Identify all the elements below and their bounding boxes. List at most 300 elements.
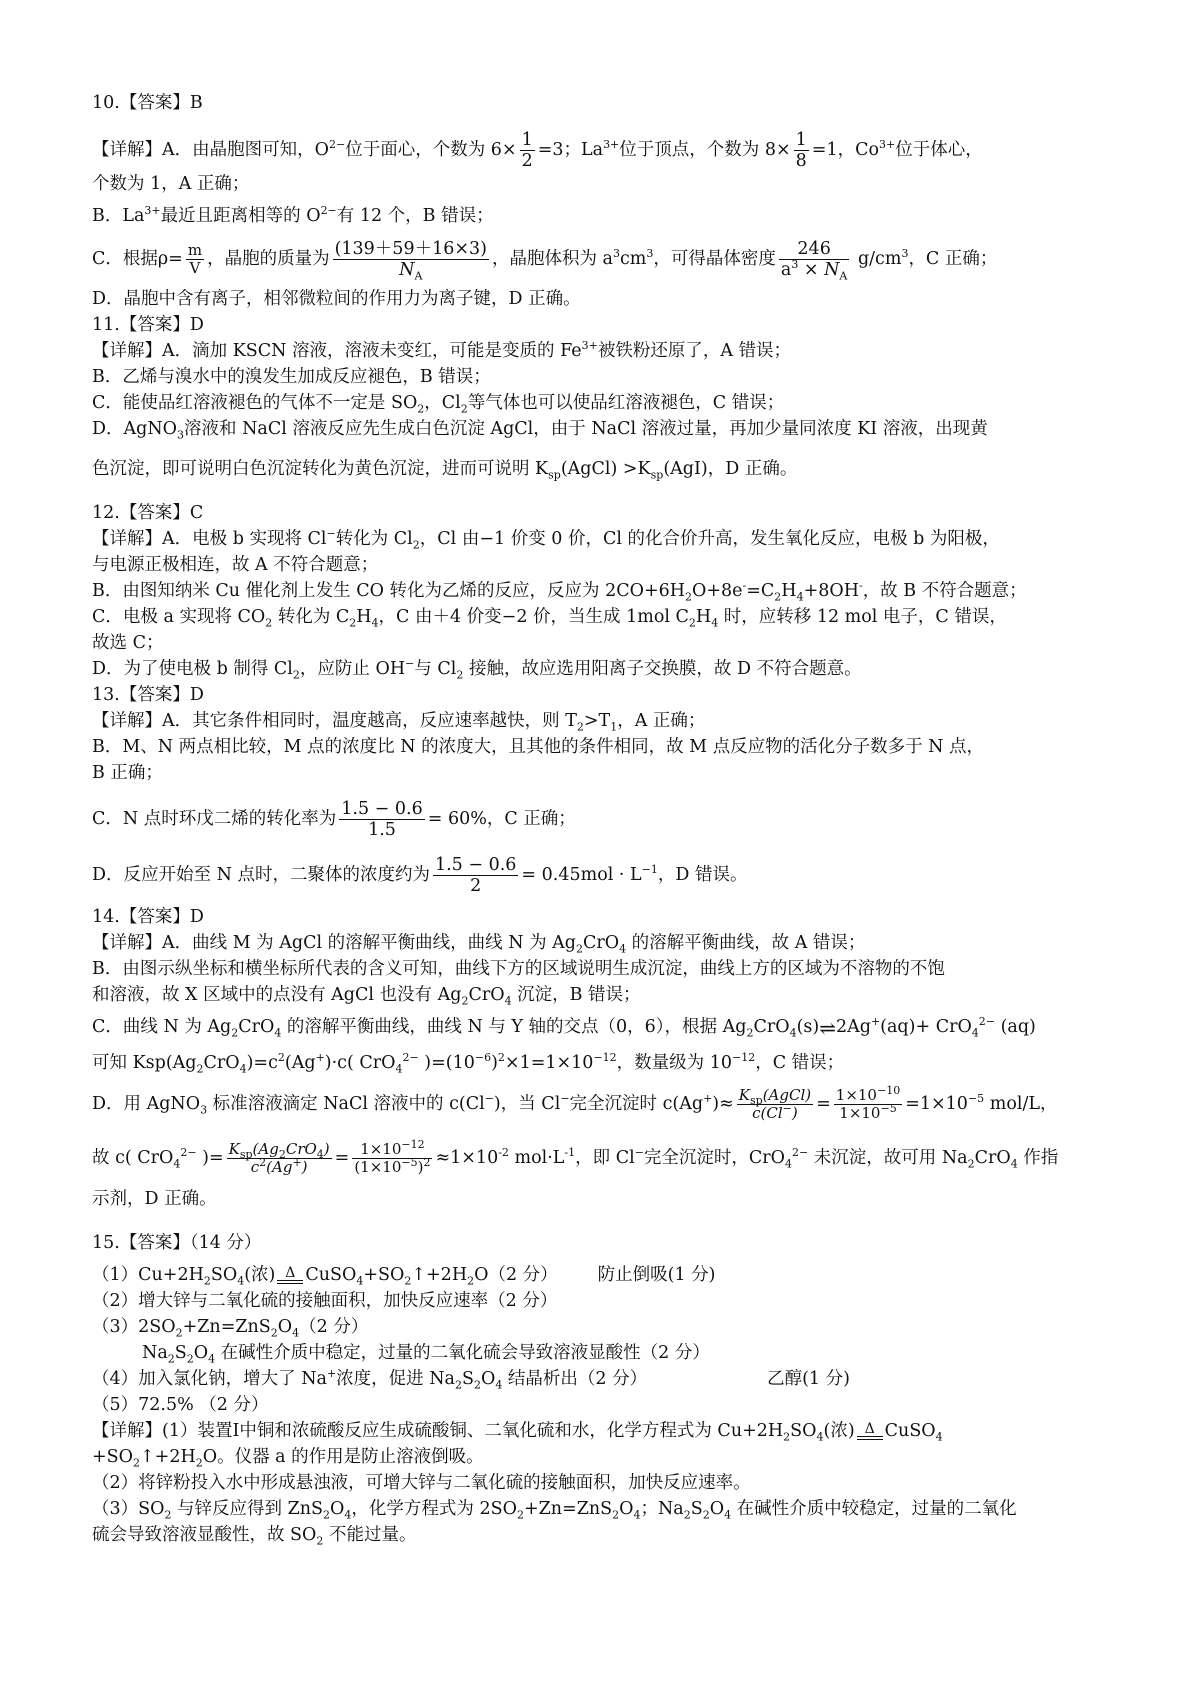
q15-explain-1 [92, 1418, 1127, 1444]
text: (AgI)，D 正确。 [663, 459, 798, 479]
text: 溶液和 NaCl 溶液反应先生成白色沉淀 AgCl，由于 NaCl 溶液过量，再加少量同浓度 KI 溶液，出现黄 [184, 419, 988, 439]
sub: 3 [177, 428, 185, 442]
sup: 2− [180, 1146, 197, 1160]
text: 转化为 C [272, 607, 350, 627]
text: O [330, 1499, 345, 1519]
text: O。仪器 a 的作用是防止溶液倒吸。 [202, 1447, 484, 1467]
sub: 2 [576, 720, 584, 734]
denominator: 8 [795, 151, 807, 171]
sup: − [405, 657, 415, 671]
denominator: 1.5 [368, 820, 396, 840]
q12-option-b [92, 578, 1127, 604]
text: O [709, 1499, 725, 1519]
text: = [816, 1094, 831, 1114]
q10-option-d: D．晶胞中含有离子，相邻微粒间的作用力为离子键，D 正确。 [92, 289, 581, 309]
sup: 2− [978, 1015, 996, 1029]
sup: + [870, 1015, 881, 1029]
text: mol·L [508, 1148, 565, 1168]
text: D．反应开始至 N 点时，二聚体的浓度约为 [92, 865, 430, 885]
sup: − [782, 1102, 792, 1115]
sup: -1 [564, 1146, 576, 1160]
sub: 2 [265, 616, 273, 630]
sub: 2 [774, 590, 782, 604]
text: H [356, 607, 372, 627]
sub: 4 [495, 1378, 503, 1392]
text: O（2 分） [474, 1265, 558, 1285]
q14-option-a [92, 930, 1127, 956]
text: CrO [203, 1053, 240, 1073]
text: ，即 Cl [575, 1148, 635, 1168]
sup: 2 [423, 1156, 431, 1169]
sup: −12 [401, 1138, 425, 1151]
text: ，C 错误； [755, 1053, 845, 1073]
sub: 2 [164, 1508, 172, 1522]
text: )≈ [712, 1094, 734, 1114]
sub: 2 [404, 1274, 412, 1288]
text: 位于面心，个数为 6× [345, 140, 517, 160]
text: (Ag [266, 1158, 293, 1176]
sub: 2 [516, 1508, 524, 1522]
text: (Ag [252, 1140, 279, 1158]
sub: 2 [473, 1378, 481, 1392]
text: S [461, 1369, 474, 1389]
text: = 0.45mol · L [521, 865, 642, 885]
sup: −1 [641, 863, 658, 877]
q13-option-b: B．M、N 两点相比较，M 点的浓度比 N 的浓度大，且其他的条件相同，故 M 点反应物的活化分子数多于 N 点， [92, 737, 985, 757]
text: ) [323, 1140, 330, 1158]
text: 故 c( CrO [92, 1148, 174, 1168]
sub: A [414, 269, 423, 283]
sup: 3 [646, 247, 654, 261]
text: CuSO [305, 1265, 357, 1285]
q15-part1 [92, 1262, 1127, 1288]
sup: 2 [277, 1051, 285, 1065]
delta-symbol: Δ [864, 1421, 875, 1437]
sub: 2 [292, 668, 300, 682]
numerator: (139＋59＋16×3) [334, 239, 487, 259]
text: a [780, 260, 792, 280]
q15-part3-reason [92, 1340, 1127, 1366]
text: CrO [285, 1140, 317, 1158]
text: 不能过量。 [323, 1525, 417, 1545]
sub: 2 [783, 1430, 791, 1444]
text: CuSO [884, 1421, 936, 1441]
sup: −5 [401, 1156, 418, 1169]
q13-heading: 13.【答案】D [92, 685, 204, 705]
denominator [779, 258, 850, 283]
sub: 3 [200, 1103, 208, 1117]
text: CrO [238, 1017, 275, 1037]
delta-symbol: Δ [285, 1265, 296, 1281]
denominator [333, 260, 489, 283]
q14-option-d-cont [92, 1136, 1127, 1180]
sub: 4 [239, 1062, 247, 1076]
text: 时，应转移 12 mol 电子，C 错误， [718, 607, 1007, 627]
sub: 1 [610, 720, 618, 734]
text: 的溶解平衡曲线，故 A 错误； [626, 933, 866, 953]
sup: + [703, 1092, 713, 1106]
text: 在碱性介质中较稳定，过量的二氧化 [731, 1499, 1017, 1519]
sub: 2 [196, 1062, 204, 1076]
sub: 2 [575, 942, 583, 956]
text: ，可得晶体密度 [653, 249, 776, 269]
text: 乙醇(1 分) [767, 1369, 850, 1389]
numerator: m [187, 241, 203, 259]
sub: 2 [231, 1026, 239, 1040]
text: × N [798, 260, 840, 280]
sup: -2 [498, 1146, 509, 1160]
sub: 2 [203, 1274, 211, 1288]
sub: 2 [467, 1274, 475, 1288]
text: ，应防止 OH [299, 659, 406, 679]
q10-option-c [92, 239, 1127, 283]
text: )，当 Cl [493, 1094, 561, 1114]
sup: 3+ [581, 339, 598, 353]
text: )= [196, 1148, 224, 1168]
numerator: 1.5 − 0.6 [434, 855, 517, 875]
sub: 2 [746, 1026, 754, 1040]
text: =C [746, 581, 775, 601]
text: 【详解】(1）装置I中铜和浓硫酸反应生成硫酸铜、二氧化硫和水，化学方程式为 Cu+2H [92, 1421, 784, 1441]
text: 完全沉淀时 c(Ag [569, 1094, 704, 1114]
sub: sp [239, 1148, 253, 1161]
text: H [695, 607, 712, 627]
text: CrO [468, 985, 505, 1005]
text: （4）加入氯化钠，增大了 Na [92, 1369, 327, 1389]
q14-option-b-cont [92, 982, 1127, 1008]
sup: 3 [612, 247, 620, 261]
fraction [339, 799, 424, 840]
text: mol/L， [984, 1094, 1058, 1114]
text: 防止倒吸(1 分) [597, 1265, 716, 1285]
text: K [738, 1086, 750, 1104]
q15-part5: （5）72.5% （2 分） [92, 1395, 269, 1415]
text: 1×10 [360, 1140, 402, 1158]
text: 未沉淀，故可用 Na [808, 1148, 968, 1168]
sub: 4 [633, 1508, 641, 1522]
text: C．N 点时环戊二烯的转化率为 [92, 809, 337, 829]
text: O [193, 1343, 209, 1363]
sup: −6 [474, 1051, 492, 1065]
fraction [737, 1087, 813, 1122]
text: ；Na [640, 1499, 684, 1519]
text: 可知 Ksp(Ag [92, 1053, 197, 1073]
denominator [834, 1102, 902, 1122]
sub: 2 [278, 1148, 286, 1161]
text: 沉淀，B 错误； [511, 985, 641, 1005]
text: (1×10 [354, 1158, 402, 1176]
sub: 2 [175, 1326, 183, 1340]
sup: − [326, 527, 336, 541]
q10-option-b [92, 203, 1127, 229]
numerator [352, 1138, 432, 1159]
sub: 2 [186, 1352, 194, 1366]
text: 1×10 [839, 1104, 881, 1122]
equilibrium-arrow: ⇌ [819, 1015, 836, 1040]
q12-heading: 12.【答案】C [92, 503, 204, 523]
text: 等气体也可以使品红溶液褪色，C 错误； [467, 393, 785, 413]
text: >T [583, 711, 611, 731]
sub: sp [548, 468, 561, 482]
text: 【详解】A．电极 b 实现将 Cl [92, 529, 327, 549]
sup: 3 [901, 247, 909, 261]
text: cm [619, 249, 647, 269]
sup: 2 [497, 1051, 505, 1065]
sub: 2 [270, 1326, 278, 1340]
text: ，Cl 由−1 价变 0 价，Cl 的化合价升高，发生氧化反应，电极 b 为阳极， [419, 529, 1000, 549]
text: ) [791, 1104, 798, 1122]
text: c [250, 1158, 260, 1176]
text: 【详解】A．其它条件相同时，温度越高，反应速率越快，则 T [92, 711, 577, 731]
q11-heading: 11.【答案】D [92, 315, 204, 335]
sub: 4 [935, 1430, 943, 1444]
sub: sp [750, 1094, 763, 1107]
text: CrO [753, 1017, 790, 1037]
sup: 2− [320, 204, 337, 218]
sup: 2− [328, 138, 346, 152]
sup: + [315, 1051, 325, 1065]
text: SO [210, 1265, 238, 1285]
text: 有 12 个，B 错误； [336, 206, 494, 226]
q10-heading: 10.【答案】B [92, 93, 203, 113]
text: 转化为 Cl [335, 529, 413, 549]
text: 和溶液，故 X 区域中的点没有 AgCl 也没有 Ag [92, 985, 462, 1005]
fraction [834, 1084, 902, 1122]
text: B．La [92, 206, 145, 226]
q14-option-d-end: 示剂，D 正确。 [92, 1189, 217, 1209]
sub: 2 [456, 668, 464, 682]
q12-option-a-cont: 与电源正极相连，故 A 不符合题意； [92, 555, 379, 575]
q15-explain-2: （2）将锌粉投入水中形成悬浊液，可增大锌与二氧化硫的接触面积，加快反应速率。 [92, 1473, 751, 1493]
sup: 2− [792, 1146, 809, 1160]
numerator: 1 [795, 130, 807, 150]
text: +SO [363, 1265, 405, 1285]
text: (浓) [244, 1265, 276, 1285]
sub: 2 [967, 1157, 975, 1171]
q14-option-c-cont [92, 1050, 1127, 1076]
text: 色沉淀，即可说明白色沉淀转化为黄色沉淀，进而可说明 K [92, 459, 549, 479]
text: 2Ag [835, 1017, 871, 1037]
fraction [794, 130, 809, 171]
text: 接触，故应选用阳离子交换膜，故 D 不符合题意。 [463, 659, 862, 679]
sub: 2 [454, 1378, 462, 1392]
text: )=(10 [418, 1053, 475, 1073]
sub: 4 [619, 942, 627, 956]
text: 浓度，促进 Na [336, 1369, 455, 1389]
sub: 4 [796, 590, 804, 604]
sup: 3+ [603, 138, 620, 152]
heat-equals-sign [855, 1423, 885, 1440]
q12-option-a [92, 526, 1127, 552]
text: ) [491, 1053, 498, 1073]
text: ，数量级为 10 [616, 1053, 732, 1073]
sub: 2 [685, 590, 692, 604]
text: C．根据ρ= [92, 249, 183, 269]
text: +Zn=ZnS [182, 1317, 271, 1337]
sup: 3+ [144, 204, 161, 218]
text: (AgCl) >K [560, 459, 651, 479]
text: D．用 AgNO [92, 1094, 201, 1114]
sub: 2 [412, 538, 420, 552]
text: O [619, 1499, 634, 1519]
sub: 4 [208, 1352, 216, 1366]
text: ↑+2H [411, 1265, 468, 1285]
text: c(Cl [752, 1104, 783, 1122]
sup: 2− [402, 1051, 419, 1065]
text: ，C 由＋4 价变−2 价，当生成 1mol C [378, 607, 689, 627]
sub: sp [650, 468, 664, 482]
text: 完全沉淀时，CrO [643, 1148, 786, 1168]
q14-option-c [92, 1014, 1127, 1040]
text: ，A 正确； [617, 711, 706, 731]
sub: 2 [133, 1456, 140, 1470]
text: )·c( CrO [324, 1053, 396, 1073]
numerator: 1.5 − 0.6 [341, 799, 423, 819]
text: C．电极 a 实现将 CO [92, 607, 266, 627]
denominator: 2 [521, 151, 533, 171]
denominator: V [189, 259, 201, 277]
sub: 4 [789, 1026, 797, 1040]
text: 的溶解平衡曲线，曲线 N 与 Y 轴的交点（0，6），根据 Ag [281, 1017, 747, 1037]
text: C．曲线 N 为 Ag [92, 1017, 232, 1037]
text: =1×10 [905, 1094, 968, 1114]
q14-option-b: B．由图示纵坐标和横坐标所代表的含义可知，曲线下方的区域说明生成沉淀，曲线上方的区域为不溶物的不饱 [92, 959, 945, 979]
sub: 2 [702, 1508, 710, 1522]
q12-option-c [92, 604, 1127, 630]
sub: 2 [323, 1508, 331, 1522]
sup: 3+ [879, 138, 896, 152]
fraction [333, 239, 489, 283]
text: 【详解】A．滴加 KSCN 溶液，溶液未变红，可能是变质的 Fe [92, 341, 582, 361]
sup: −5 [967, 1092, 985, 1106]
text: +Zn=ZnS [523, 1499, 613, 1519]
sub: 4 [504, 994, 512, 1008]
text: 作指 [1017, 1148, 1059, 1168]
text: 位于顶点，个数为 8× [619, 140, 791, 160]
text: ，Cl [424, 393, 461, 413]
text: B．由图知纳米 Cu 催化剂上发生 CO 转化为乙烯的反应，反应为 2CO+6H [92, 581, 685, 601]
text: ) [417, 1158, 424, 1176]
sub: 2 [688, 616, 696, 630]
text: =3；La [537, 140, 604, 160]
text: 位于体心， [895, 140, 983, 160]
heat-equals-sign [275, 1267, 305, 1284]
q14-heading: 14.【答案】D [92, 907, 204, 927]
text: （2 分） [299, 1317, 369, 1337]
sub: 2 [417, 402, 425, 416]
fraction [186, 242, 204, 277]
text: ) [301, 1158, 308, 1176]
text: ，C 正确； [908, 249, 998, 269]
text: N [399, 260, 415, 280]
sub: A [839, 269, 848, 283]
text: ，晶胞的质量为 [207, 249, 330, 269]
text: O [277, 1317, 293, 1337]
sup: - [742, 579, 747, 593]
sub: 2 [316, 1534, 324, 1548]
q13-option-a [92, 708, 1127, 734]
fraction [227, 1141, 332, 1176]
q11-option-d-cont [92, 456, 1127, 482]
text: (AgCl) [762, 1086, 812, 1104]
text: 被铁粉还原了，A 错误； [597, 341, 792, 361]
text: (Ag [284, 1053, 316, 1073]
sup: 3 [791, 258, 799, 272]
numerator: 1 [521, 130, 533, 150]
denominator [227, 1156, 332, 1176]
q13-option-b-cont: B 正确； [92, 763, 163, 783]
sup: 2 [259, 1156, 267, 1169]
text: (aq) [995, 1017, 1036, 1037]
sub: 4 [971, 1026, 979, 1040]
text: 最近且距离相等的 O [160, 206, 321, 226]
sub: 4 [395, 1062, 403, 1076]
text: （3）2SO [92, 1317, 176, 1337]
sub: 4 [785, 1157, 793, 1171]
text: ↑+2H [140, 1447, 196, 1467]
sup: − [560, 1092, 570, 1106]
sub: 4 [1010, 1157, 1018, 1171]
text: (浓) [823, 1421, 855, 1441]
text: CrO [582, 933, 620, 953]
denominator: 2 [470, 876, 482, 896]
text: =1，Co [811, 140, 880, 160]
fraction [433, 855, 518, 896]
text: D．AgNO [92, 419, 178, 439]
sub: 2 [683, 1508, 691, 1522]
sub: 4 [724, 1508, 732, 1522]
text: K [228, 1140, 240, 1158]
sub: 4 [316, 1148, 324, 1161]
sub: 2 [460, 402, 468, 416]
sub: 4 [173, 1157, 181, 1171]
q11-option-a [92, 338, 1127, 364]
sub: 2 [349, 616, 357, 630]
q10-option-a [92, 130, 1127, 171]
q13-option-c [92, 796, 1127, 842]
text: （3）SO [92, 1499, 165, 1519]
text: （1）Cu+2H [92, 1265, 204, 1285]
sub: 4 [816, 1430, 824, 1444]
text: H [781, 581, 797, 601]
text: )=c [246, 1053, 278, 1073]
text: = 60%，C 正确； [427, 809, 576, 829]
q11-option-d [92, 416, 1127, 442]
text: 与锌反应得到 ZnS [171, 1499, 324, 1519]
text: g/cm [852, 249, 902, 269]
numerator [737, 1087, 813, 1105]
sup: + [326, 1367, 337, 1381]
q15-explain-1-cont [92, 1444, 1127, 1470]
q15-explain-3 [92, 1496, 1127, 1522]
text: (aq)+ CrO [880, 1017, 972, 1037]
sup: − [484, 1092, 494, 1106]
sup: + [292, 1156, 302, 1169]
numerator [227, 1141, 332, 1159]
text: 【详解】A．由晶胞图可知，O [92, 140, 329, 160]
denominator [737, 1102, 813, 1122]
text: S [690, 1499, 703, 1519]
q12-option-c-cont: 故选 C； [92, 633, 164, 653]
numerator: 246 [779, 239, 850, 260]
text: 结晶析出（2 分） [502, 1369, 648, 1389]
text: = [334, 1148, 350, 1168]
sub: 4 [274, 1026, 282, 1040]
answer-page [92, 90, 1127, 1548]
sub: 4 [344, 1508, 352, 1522]
sup: −12 [593, 1051, 617, 1065]
q15-explain-3-cont [92, 1522, 1127, 1548]
